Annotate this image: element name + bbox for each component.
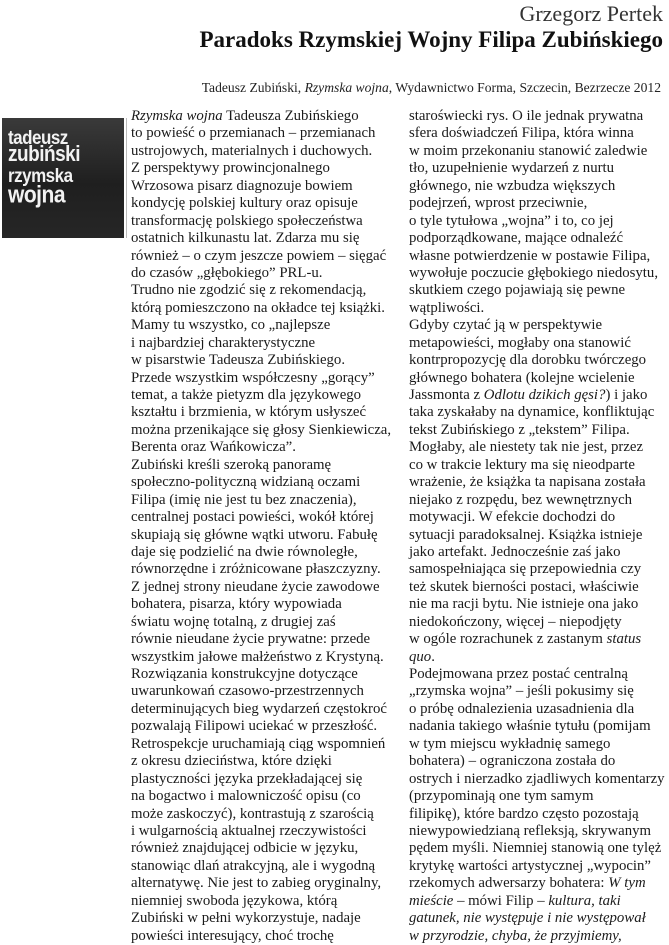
text-segment: z okresu dzieciństwa, które dzięki xyxy=(131,753,332,770)
text-line xyxy=(131,614,401,631)
text-line xyxy=(409,544,669,561)
text-line xyxy=(409,439,669,456)
text-line xyxy=(409,509,669,526)
text-line xyxy=(131,422,401,439)
text-line xyxy=(409,910,669,927)
text-segment: niejako z rozpędu, bez wewnętrznych xyxy=(409,491,633,508)
text-line xyxy=(409,649,669,666)
text-line xyxy=(131,125,401,142)
text-segment: Z perspektywy prowincjonalnego xyxy=(131,160,330,177)
text-segment: również – o czym jeszcze powiem – sięgać xyxy=(131,247,387,264)
cover-line-4: wojna xyxy=(8,181,66,209)
text-line xyxy=(409,683,669,700)
text-segment: głównego bohatera (kolejne wcielenie xyxy=(409,369,635,386)
text-line xyxy=(131,649,401,666)
text-segment: i wulgarnością aktualnej rzeczywistości xyxy=(131,822,367,839)
text-line xyxy=(131,439,401,456)
text-line xyxy=(409,160,669,177)
text-segment: wątpliwości. xyxy=(409,299,485,316)
article-column-right xyxy=(409,108,669,945)
text-segment: może zaskoczyć), kontrastują z szarością xyxy=(131,805,374,822)
text-line xyxy=(409,893,669,910)
text-segment: można przenikające się głosy Sienkiewicza, xyxy=(131,421,392,438)
text-line xyxy=(409,282,669,299)
text-segment: Rozwiązania konstrukcyjne dotyczące xyxy=(131,666,358,682)
cover-divider xyxy=(126,118,127,238)
text-segment: transformację polskiego społeczeństwa xyxy=(131,212,363,229)
text-segment: ) i jako xyxy=(605,387,648,403)
text-segment: w tym miejscu wykładnię samego xyxy=(409,735,611,752)
text-line xyxy=(131,230,401,247)
text-segment: na bogactwo i malowniczość opisu (co xyxy=(131,788,361,805)
text-line xyxy=(131,806,401,823)
italic-text-segment: Odlotu dzikich gęsi? xyxy=(483,387,606,403)
text-segment: Mamy tu wszystko, co „najlepsze xyxy=(131,317,331,334)
text-line xyxy=(131,213,401,230)
italic-text-segment: w przyrodzie, chyba, że przyjmiemy, xyxy=(409,927,622,944)
text-segment: światu wojnę totalną, z drugiej zaś xyxy=(131,613,336,630)
text-line xyxy=(409,404,669,421)
text-line xyxy=(131,527,401,544)
text-line xyxy=(131,143,401,160)
text-segment: krytykę wartości artystycznej „wypocin” xyxy=(409,857,652,874)
text-segment: kontrpropozycję dla dorobku twórczego xyxy=(409,352,647,369)
text-segment: motywacji. W efekcie dochodzi do xyxy=(409,509,616,526)
text-line xyxy=(409,195,669,212)
text-line xyxy=(131,108,401,125)
text-line xyxy=(131,579,401,596)
text-segment: taka zyskałaby na dynamice, konfliktując xyxy=(409,404,655,421)
text-line xyxy=(409,125,669,142)
text-line xyxy=(409,875,669,892)
text-segment: podporządkowane, mające odnaleźć xyxy=(409,230,624,247)
text-segment: sytuacji paradoksalnej. Książka istnieje xyxy=(409,526,643,543)
text-segment: tekst Zubińskiego z „tekstem” Filipa. xyxy=(409,421,630,438)
text-segment: temat, a także pietyzm dla językowego xyxy=(131,387,362,403)
text-line xyxy=(409,300,669,317)
text-line xyxy=(409,579,669,596)
text-line xyxy=(131,753,401,770)
text-segment: też skutek bierności postaci, właściwie xyxy=(409,578,639,595)
cover-line-2: zubiński xyxy=(8,142,81,167)
text-line xyxy=(409,928,669,945)
text-segment: niemniej swoboda językowa, którą xyxy=(131,892,338,909)
text-line xyxy=(131,509,401,526)
text-segment: to powieść o przemianach – przemianach xyxy=(131,125,376,142)
text-segment: niedokończony, więcej – niepodjęty xyxy=(409,613,622,630)
text-line xyxy=(131,596,401,613)
book-bibliography xyxy=(202,79,661,96)
article-column-left xyxy=(131,108,401,945)
text-line xyxy=(131,335,401,352)
cover-line-3: rzymska xyxy=(8,164,73,187)
text-segment: Z jednej strony nieudane życie zawodowe xyxy=(131,578,380,595)
text-segment: pozwalają Filipowi uciekać w przeszłość. xyxy=(131,718,378,735)
article-author: Grzegorz Pertek xyxy=(519,1,663,26)
book-publisher: , Wydawnictwo Forma, Szczecin, Bezrzecze 2012 xyxy=(388,80,661,95)
text-segment: podejrzeń, wprost przeciwnie, xyxy=(409,195,588,212)
text-segment: centralnej postaci powieści, wokół której xyxy=(131,509,374,526)
book-title: Rzymska wojna xyxy=(304,80,389,95)
text-line xyxy=(131,404,401,421)
text-line xyxy=(409,701,669,718)
text-line xyxy=(131,771,401,788)
text-line xyxy=(131,683,401,700)
text-line xyxy=(409,788,669,805)
text-segment: kształtu i brzmienia, w którym usłyszeć xyxy=(131,404,367,421)
text-line xyxy=(131,352,401,369)
text-line xyxy=(409,771,669,788)
book-cover-image xyxy=(2,118,124,238)
text-segment: Zubiński kreśli szeroką panoramę xyxy=(131,456,332,473)
text-segment: w pisarstwie Tadeusza Zubińskiego. xyxy=(131,352,346,369)
text-line xyxy=(409,806,669,823)
text-line xyxy=(409,561,669,578)
text-segment: uwarunkowań czasowo-przestrzennych xyxy=(131,683,364,700)
text-segment: wywołuje poczucie głębokiego niedosytu, xyxy=(409,264,659,281)
text-segment: alternatywę. Nie jest to zabieg oryginalny, xyxy=(131,875,382,892)
text-segment: filipikę), które bardzo często pozostają xyxy=(409,805,639,822)
italic-text-segment: kultura, taki xyxy=(548,892,621,909)
text-segment: ostatnich kilkunastu lat. Zdarza mu się xyxy=(131,230,360,247)
text-segment: Tadeusza Zubińskiego xyxy=(222,108,359,124)
text-segment: samospełniająca się przepowiednia czy xyxy=(409,561,642,578)
text-segment: Przede wszystkim współczesny „gorący” xyxy=(131,369,375,386)
text-segment: własne potwierdzenie w postawie Filipa, xyxy=(409,247,651,264)
text-segment: w moim przekonaniu stanowić zaledwie xyxy=(409,142,648,159)
text-segment: bohatera) – ograniczona została do xyxy=(409,753,616,770)
text-segment: równorzędne i zróżnicowane płaszczyzny. xyxy=(131,561,381,578)
text-line xyxy=(409,143,669,160)
text-segment: również znajdującej odbicie w języku, xyxy=(131,840,359,857)
text-segment: którą pomieszczono na okładce tej książki. xyxy=(131,299,385,316)
text-segment: determinujących bieg wydarzeń częstokroć xyxy=(131,700,387,717)
text-segment: do czasów „głębokiego” PRL-u. xyxy=(131,264,323,281)
text-line xyxy=(409,352,669,369)
text-line xyxy=(131,178,401,195)
text-segment: wszystkim jałowe małżeństwo z Krystyną. xyxy=(131,648,384,665)
italic-text-segment: W tym xyxy=(608,875,646,892)
text-segment: o próbę odnalezienia uzasadnienia dla xyxy=(409,700,635,717)
text-segment: Jassmonta z xyxy=(409,387,484,403)
text-segment: nie ma racji bytu. Nie istnieje ona jako xyxy=(409,596,639,613)
text-segment: Podejmowana przez postać centralną xyxy=(409,666,628,682)
text-segment: co w trakcie lektury ma się nieodparte xyxy=(409,456,635,473)
text-line xyxy=(131,840,401,857)
text-line xyxy=(409,213,669,230)
text-line xyxy=(131,823,401,840)
text-line xyxy=(409,823,669,840)
text-line xyxy=(131,701,401,718)
text-line xyxy=(131,910,401,927)
text-segment: tło, uzupełnienie wydarzeń z nurtu xyxy=(409,160,615,177)
text-line xyxy=(131,282,401,299)
text-segment: Zubiński w pełni wykorzystuje, nadaje xyxy=(131,910,361,927)
text-line xyxy=(131,544,401,561)
text-segment: rzekomych adwersarzy bohatera: xyxy=(409,875,609,892)
text-segment: jako artefakt. Jednocześnie zaś jako xyxy=(409,543,621,560)
italic-text-segment: mieście xyxy=(409,892,454,909)
text-segment: w ogóle rozrachunek z zastanym xyxy=(409,631,607,648)
text-segment: Wrzosowa pisarz diagnozuje bowiem xyxy=(131,177,353,194)
text-segment: głównego, nie wzbudza większych xyxy=(409,177,616,194)
text-line xyxy=(131,928,401,945)
text-segment: nadania takiego właśnie tytułu (pomijam xyxy=(409,718,651,735)
text-line xyxy=(409,474,669,491)
text-line xyxy=(409,457,669,474)
text-line xyxy=(409,596,669,613)
text-segment: staroświecki rys. O ile jednak prywatna xyxy=(409,108,644,124)
text-line xyxy=(131,666,401,683)
text-line xyxy=(131,317,401,334)
text-line xyxy=(409,492,669,509)
text-line xyxy=(131,300,401,317)
text-line xyxy=(409,335,669,352)
italic-text-segment: quo xyxy=(409,648,432,665)
text-segment: niewypowiedzianą refleksją, skrywanym xyxy=(409,822,652,839)
text-line xyxy=(131,370,401,387)
text-line xyxy=(409,614,669,631)
text-line xyxy=(131,875,401,892)
text-segment: Mogłaby, ale niestety tak nie jest, przez xyxy=(409,439,644,456)
text-line xyxy=(131,265,401,282)
italic-text-segment: status xyxy=(606,631,642,648)
text-segment: kondycję polskiej kultury oraz opisuje xyxy=(131,195,358,212)
text-line xyxy=(409,736,669,753)
text-line xyxy=(409,858,669,875)
text-segment: skutkiem czego pojawiają się pewne xyxy=(409,282,626,299)
text-segment: pędem myśli. Niemniej stanowią one tylęż xyxy=(409,840,662,857)
text-line xyxy=(409,718,669,735)
text-line xyxy=(409,248,669,265)
italic-text-segment: Rzymska wojna xyxy=(131,108,223,124)
text-segment: „rzymska wojna” – jeśli pokusimy się xyxy=(409,683,634,700)
text-line xyxy=(409,753,669,770)
text-line xyxy=(131,736,401,753)
text-segment: równie nieudane życie prywatne: przede xyxy=(131,631,371,648)
cover-line-1: tadeusz xyxy=(8,126,68,149)
text-segment: sfera doświadczeń Filipa, która winna xyxy=(409,125,634,142)
text-segment: ostrych i nierzadko zjadliwych komentarzy xyxy=(409,770,665,787)
text-segment: Retrospekcje uruchamiają ciąg wspomnień xyxy=(131,735,386,752)
text-line xyxy=(409,108,669,125)
article-title: Paradoks Rzymskiej Wojny Filipa Zubińskiego xyxy=(199,27,663,52)
text-segment: Filipa (imię nie jest tu bez znaczenia), xyxy=(131,491,357,508)
text-line xyxy=(409,387,669,404)
text-segment: Trudno nie zgodzić się z rekomendacją, xyxy=(131,282,367,299)
book-cover-lettering xyxy=(8,126,81,209)
text-line xyxy=(131,387,401,404)
text-line xyxy=(409,178,669,195)
text-line xyxy=(409,317,669,334)
text-line xyxy=(131,788,401,805)
text-segment: o tyle tytułowa „wojna” i to, co jej xyxy=(409,212,614,229)
text-segment: społeczno-polityczną widzianą oczami xyxy=(131,474,361,491)
text-line xyxy=(409,527,669,544)
text-line xyxy=(131,474,401,491)
text-segment: – mówi Filip – xyxy=(453,892,549,909)
text-line xyxy=(131,160,401,177)
text-line xyxy=(131,718,401,735)
text-line xyxy=(409,666,669,683)
text-line xyxy=(131,492,401,509)
text-segment: plastyczności języka przekładającej się xyxy=(131,770,363,787)
text-line xyxy=(131,457,401,474)
text-line xyxy=(409,422,669,439)
text-line xyxy=(409,370,669,387)
text-segment: powieści interesujący, choć trochę xyxy=(131,927,334,944)
text-segment: i najbardziej charakterystyczne xyxy=(131,334,316,351)
text-segment: (przypominają one tym samym xyxy=(409,788,594,805)
text-segment: daje się podzielić na dwie równoległe, xyxy=(131,543,358,560)
text-segment: bohatera, pisarza, który wypowiada xyxy=(131,596,342,613)
text-line xyxy=(131,561,401,578)
book-author: Tadeusz Zubiński, xyxy=(201,80,305,95)
text-segment: . xyxy=(431,648,435,665)
text-line xyxy=(409,265,669,282)
text-line xyxy=(409,840,669,857)
text-segment: stanowiąc dlań atrakcyjną, ale i wygodną xyxy=(131,857,376,874)
text-line xyxy=(409,631,669,648)
text-line xyxy=(131,631,401,648)
text-segment: ustrojowych, materialnych i duchowych. xyxy=(131,142,373,159)
text-segment: metapowieści, mogłaby ona stanowić xyxy=(409,334,631,351)
text-line xyxy=(131,858,401,875)
text-line xyxy=(409,230,669,247)
text-segment: skupiają się główne wątki utworu. Fabułę xyxy=(131,526,378,543)
text-line xyxy=(131,195,401,212)
italic-text-segment: gatunek, nie występuje i nie występował xyxy=(409,910,646,927)
text-line xyxy=(131,893,401,910)
text-segment: Berenta oraz Wańkowicza”. xyxy=(131,439,296,456)
text-segment: wrażenie, że książka ta napisana została xyxy=(409,474,646,491)
text-segment: Gdyby czytać ją w perspektywie xyxy=(409,317,603,334)
text-line xyxy=(131,248,401,265)
